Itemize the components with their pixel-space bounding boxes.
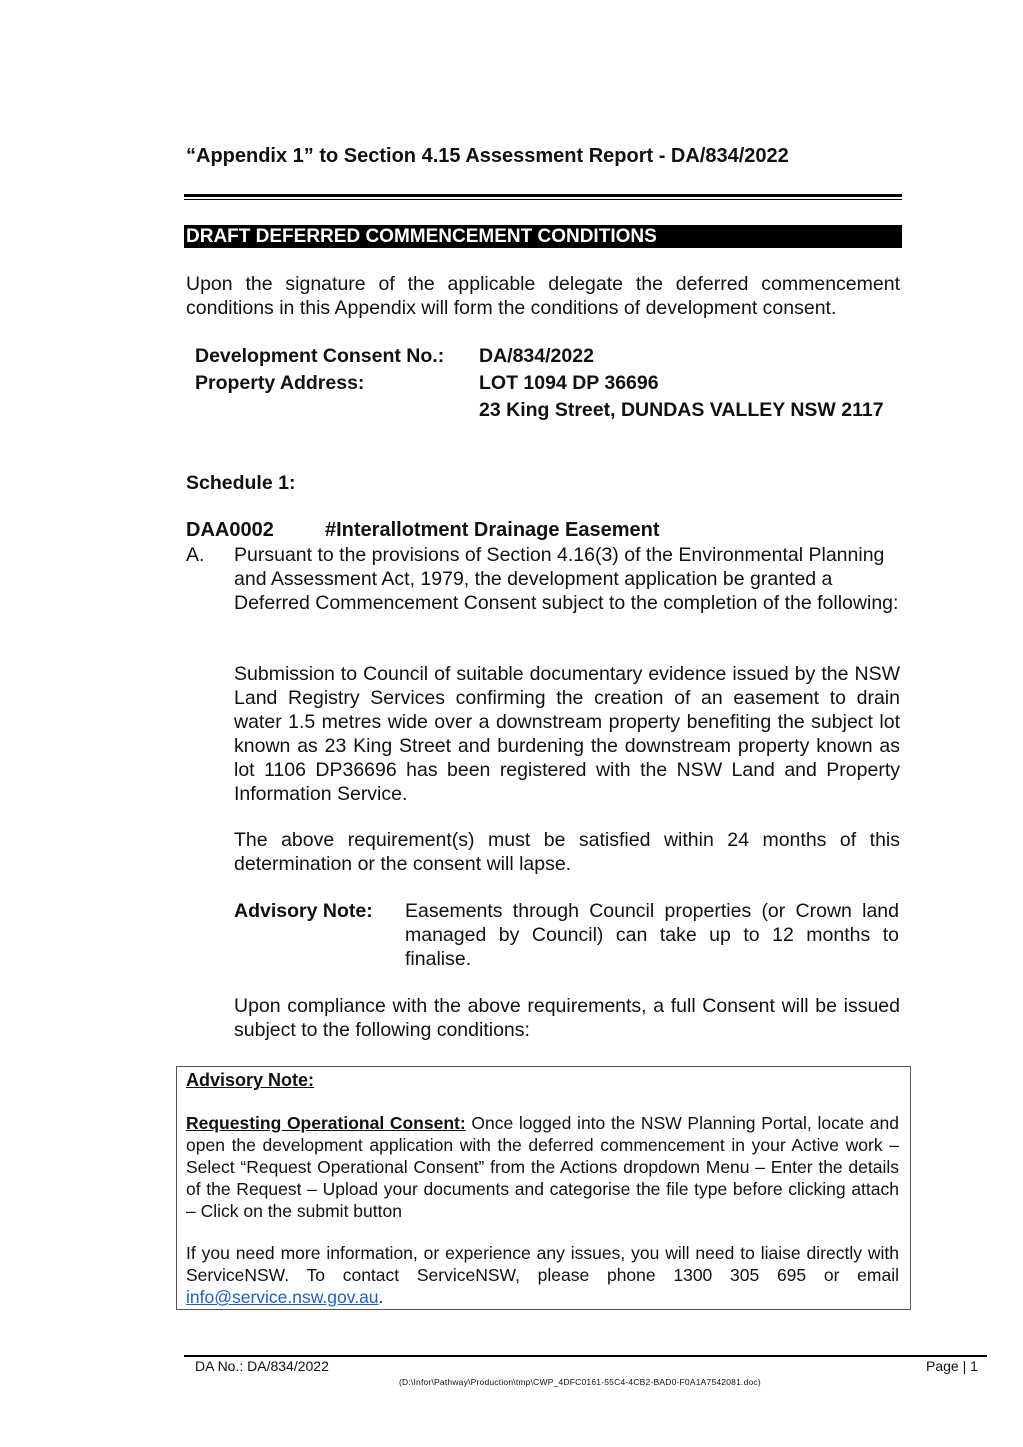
advisory-box-heading: Advisory Note: bbox=[186, 1070, 315, 1090]
document-title: “Appendix 1” to Section 4.15 Assessment Report - DA/834/2022 bbox=[186, 145, 789, 167]
footer-page-number: Page | 1 bbox=[926, 1358, 978, 1374]
requesting-label: Requesting Operational Consent: bbox=[186, 1113, 466, 1133]
item-label: A. bbox=[186, 544, 205, 566]
advisory-note-text: Easements through Council properties (or Crown land managed by Council) can take up to 12 months to finalise. bbox=[405, 900, 899, 970]
compliance-paragraph: Upon compliance with the above requirements, a full Consent will be issued subject to the following conditions: bbox=[234, 995, 900, 1041]
section-banner: DRAFT DEFERRED COMMENCEMENT CONDITIONS bbox=[184, 225, 902, 248]
requesting-paragraph bbox=[186, 1112, 899, 1222]
condition-code: DAA0002 bbox=[186, 519, 274, 541]
title-rule-thin bbox=[184, 199, 902, 200]
submission-paragraph: Submission to Council of suitable documentary evidence issued by the NSW Land Registry Services confirming the creation of an easement to drain water 1.5 metres wide over a downstream property benefiting the subject lot known as 23 King Street and burdening the downstream property known as lot 1106 DP36696 has been registered with the NSW Land and Property Information Service. bbox=[234, 663, 900, 805]
requesting-text: Once logged into the NSW Planning Portal, locate and open the development application with the deferred commencement in your Active work – Select “Request Operational Consent” from the Actions dropdown Menu – Enter the details of the Request – Upload your documents and categorise the file type before clicking attach – Click on the submit button bbox=[186, 1113, 900, 1221]
advisory-note-label: Advisory Note: bbox=[234, 900, 373, 922]
condition-title: #Interallotment Drainage Easement bbox=[325, 519, 660, 541]
info-end: . bbox=[378, 1287, 384, 1307]
title-rule-thick bbox=[184, 194, 902, 197]
consent-value: DA/834/2022 bbox=[479, 345, 594, 367]
info-paragraph bbox=[186, 1242, 899, 1308]
footer-rule bbox=[184, 1355, 987, 1357]
footer-file-path: (D:\Infor\Pathway\Production\tmp\CWP_4DFC0161-55C4-4CB2-BAD0-F0A1A7542081.doc) bbox=[399, 1377, 761, 1387]
address-line-1: LOT 1094 DP 36696 bbox=[479, 372, 659, 394]
consent-label: Development Consent No.: bbox=[195, 345, 445, 367]
schedule-heading: Schedule 1: bbox=[186, 472, 296, 494]
item-text: Pursuant to the provisions of Section 4.16(3) of the Environmental Planning and Assessment Act, 1979, the development application be granted a Deferred Commencement Consent subject to the completion of the following: bbox=[234, 544, 899, 614]
info-text: If you need more information, or experience any issues, you will need to liaise directly with ServiceNSW. To contact ServiceNSW, please phone 1300 305 695 or email bbox=[186, 1243, 899, 1285]
address-line-2: 23 King Street, DUNDAS VALLEY NSW 2117 bbox=[479, 399, 884, 421]
footer-da-number: DA No.: DA/834/2022 bbox=[195, 1358, 329, 1374]
address-label: Property Address: bbox=[195, 372, 365, 394]
requirement-paragraph: The above requirement(s) must be satisfied within 24 months of this determination or the consent will lapse. bbox=[234, 829, 900, 875]
intro-paragraph: Upon the signature of the applicable delegate the deferred commencement conditions in this Appendix will form the conditions of development consent. bbox=[186, 273, 900, 319]
email-link[interactable]: info@service.nsw.gov.au bbox=[186, 1287, 379, 1307]
